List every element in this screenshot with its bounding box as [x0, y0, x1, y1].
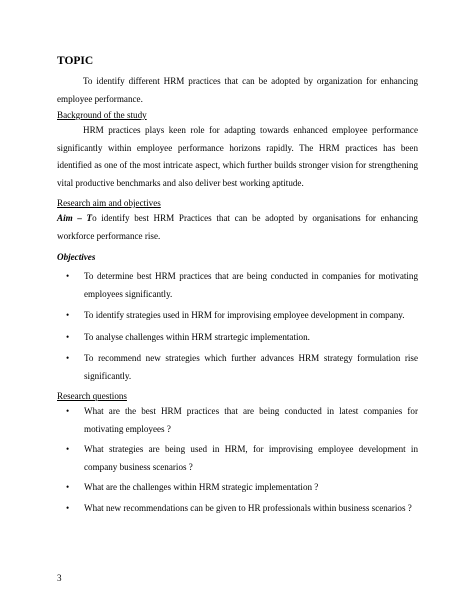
list-item: • What are the best HRM practices that are being conducted in latest companies for motivating employees ? — [57, 403, 418, 438]
objectives-heading: Objectives — [57, 252, 96, 262]
aim-paragraph — [57, 210, 418, 245]
list-item: • To identify strategies used in HRM for improvising employee development in company. — [57, 307, 418, 325]
research-questions-list — [57, 403, 418, 517]
research-questions-heading: Research questions — [57, 391, 127, 401]
bullet-icon: • — [66, 482, 70, 492]
list-item: • What are the challenges within HRM strategic implementation ? — [57, 479, 418, 497]
bullet-icon: • — [66, 406, 70, 416]
aim-label: Aim – T — [57, 213, 93, 223]
bullet-icon: • — [66, 331, 70, 342]
bullet-icon: • — [66, 444, 70, 454]
list-item: • What new recommendations can be given to HR professionals within business scenarios ? — [57, 500, 418, 518]
topic-text: To identify different HRM practices that can be adopted by organization for enhancing employee performance. — [57, 76, 418, 104]
page-content — [57, 55, 418, 520]
bullet-icon: • — [66, 310, 70, 320]
bullet-icon: • — [66, 271, 70, 281]
list-item: • To analyse challenges within HRM strartegic implementation. — [57, 329, 418, 347]
background-text: HRM practices plays keen role for adapting towards enhanced employee performance significantly within employee performance horizons rapidly. The HRM practices has been identified as one of the most intricate aspect, which further builds stronger vision for strengthening vital productive benchmarks and also deliver best working aptitude. — [57, 125, 418, 188]
list-item: • What strategies are being used in HRM, for improvising employee development in company business scenarios ? — [57, 441, 418, 476]
aim-text: o identify best HRM Practices that can be adopted by organisations for enhancing workforce performance rise. — [57, 213, 418, 241]
background-heading: Background of the study — [57, 110, 147, 120]
list-item: • To recommend new strategies which further advances HRM strategy formulation rise significantly. — [57, 350, 418, 385]
research-aim-heading: Research aim and objectives — [57, 198, 161, 208]
bullet-icon: • — [66, 502, 70, 513]
objectives-list — [57, 268, 418, 385]
list-item: • To determine best HRM practices that are being conducted in companies for motivating employees significantly. — [57, 268, 418, 303]
bullet-icon: • — [66, 353, 70, 363]
page-number: 3 — [57, 573, 62, 583]
topic-title: TOPIC — [57, 55, 94, 67]
